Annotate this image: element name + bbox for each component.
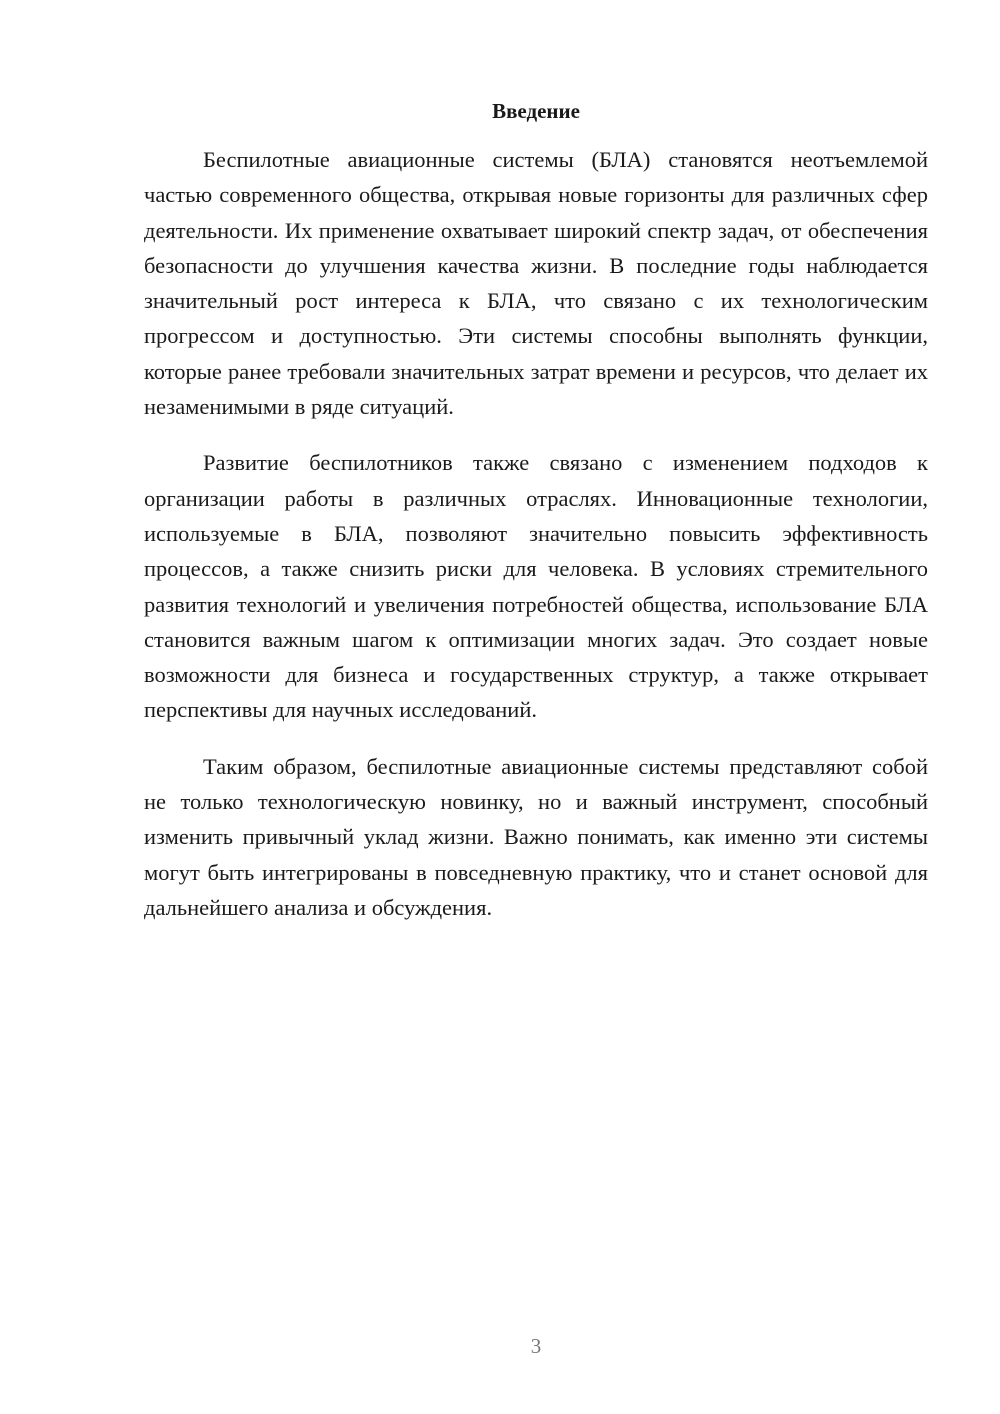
paragraph-3: Таким образом, беспилотные авиационные системы представляют собой не только технологическую новинку, но и важный инструмент, способный изменить привычный уклад жизни. Важно понимать, как именно эти системы могут быть интегрированы в повседневную практику, что и станет основой для дальнейшего анализа и обсуждения. [144, 753, 928, 920]
paragraph-2: Развитие беспилотников также связано с изменением подходов к организации работы в различных отраслях. Инновационные технологии, используемые в БЛА, позволяют значительно повысить эффективность процессов, а также снизить риски для человека. В условиях стремительного развития технологий и увеличения потребностей общества, использование БЛА становится важным шагом к оптимизации многих задач. Это создает новые возможности для бизнеса и государственных структур, а также открывает перспективы для научных исследований. [144, 450, 928, 723]
body-text [144, 142, 928, 946]
paragraph-1: Беспилотные авиационные системы (БЛА) становятся неотъемлемой частью современного общества, открывая новые горизонты для различных сфер деятельности. Их применение охватывает широкий спектр задач, от обеспечения безопасности до улучшения качества жизни. В последние годы наблюдается значительный рост интереса к БЛА, что связано с их технологическим прогрессом и доступностью. Эти системы способны выполнять функции, которые ранее требовали значительных затрат времени и ресурсов, что делает их незаменимыми в ряде ситуаций. [144, 147, 928, 420]
page-title: Введение [492, 99, 580, 123]
page-number: 3 [530, 1334, 542, 1358]
